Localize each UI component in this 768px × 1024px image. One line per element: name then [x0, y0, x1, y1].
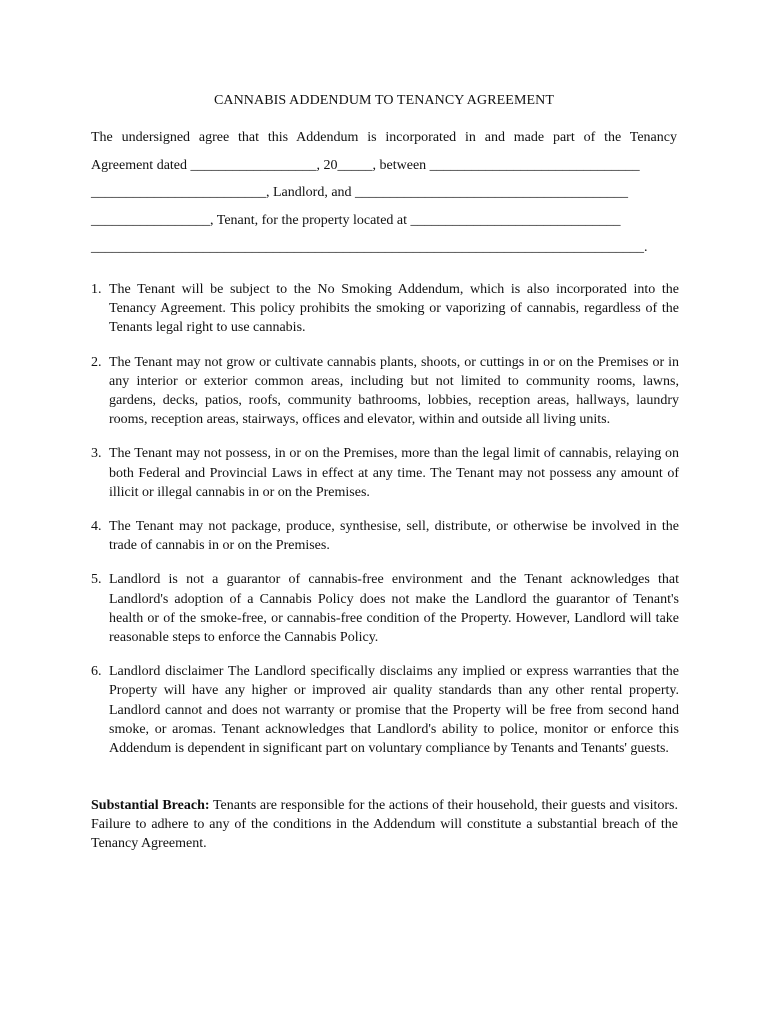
clause-number: 4.	[91, 519, 102, 535]
clause-number: 5.	[91, 572, 102, 588]
intro-line: _______________________________________________________________________________.	[91, 240, 648, 255]
clause-item	[91, 662, 679, 758]
intro-line: _________________________, Landlord, and _______________________________________	[91, 185, 629, 200]
breach-label: Substantial Breach:	[91, 798, 210, 813]
intro-paragraph	[91, 124, 677, 262]
clause-text: Landlord disclaimer The Landlord specifically disclaims any implied or express warranties that the Property will have any higher or improved air quality standards than any other rental property. Landlord cannot and does not warranty or promise that the Property will be free from second hand smoke, or aromas. Tenant acknowledges that Landlord's ability to police, monitor or enforce this Addendum is dependent in significant part on voluntary compliance by Tenants and Tenants' guests.	[109, 664, 679, 757]
clause-text: The Tenant will be subject to the No Smoking Addendum, which is also incorporated into the Tenancy Agreement. This policy prohibits the smoking or vaporizing of cannabis, regardless of the Tenants legal right to use cannabis.	[109, 282, 679, 336]
document-title: CANNABIS ADDENDUM TO TENANCY AGREEMENT	[213, 93, 555, 108]
intro-line: _________________, Tenant, for the property located at ______________________________	[91, 212, 621, 228]
substantial-breach-paragraph	[91, 796, 678, 854]
clause-item	[91, 353, 679, 430]
clause-item	[91, 280, 679, 338]
clause-text: The Tenant may not possess, in or on the Premises, more than the legal limit of cannabis, relaying on both Federal and Provincial Laws in effect at any time. The Tenant may not possess any amount of illicit or illegal cannabis in or on the Premises.	[109, 446, 679, 500]
clause-number: 1.	[91, 282, 102, 297]
clause-text: The Tenant may not grow or cultivate cannabis plants, shoots, or cuttings in or on the Premises or in any interior or exterior common areas, including but not limited to community rooms, lawns, gardens, decks, patios, roofs, community bathrooms, lobbies, reception areas, hallways, laundry rooms, reception areas, stairways, offices and elevator, within and outside all living units.	[109, 354, 679, 428]
clause-item	[91, 570, 679, 647]
clause-text: Landlord is not a guarantor of cannabis-free environment and the Tenant acknowledges that Landlord's adoption of a Cannabis Policy does not make the Landlord the guarantor of Tenant's health or of the smoke-free, or cannabis-free condition of the Property. However, Landlord will take reasonable steps to enforce the Cannabis Policy.	[109, 572, 679, 646]
intro-line: Agreement dated __________________, 20_____, between ______________________________	[91, 157, 640, 173]
clause-number: 6.	[91, 664, 102, 680]
clause-item	[91, 444, 679, 502]
intro-line: The undersigned agree that this Addendum is incorporated in and made part of the Tenancy	[91, 130, 677, 145]
clause-number: 2.	[91, 354, 102, 370]
clause-number: 3.	[91, 446, 102, 462]
breach-text: Tenants are responsible for the actions of their household, their guests and visitors. Failure to adhere to any of the conditions in the Addendum will constitute a substantial breach of the Tenancy Agreement.	[91, 798, 679, 852]
clause-list	[91, 280, 679, 773]
clause-item	[91, 517, 679, 555]
clause-text: The Tenant may not package, produce, synthesise, sell, distribute, or otherwise be involved in the trade of cannabis in or on the Premises.	[109, 519, 679, 554]
